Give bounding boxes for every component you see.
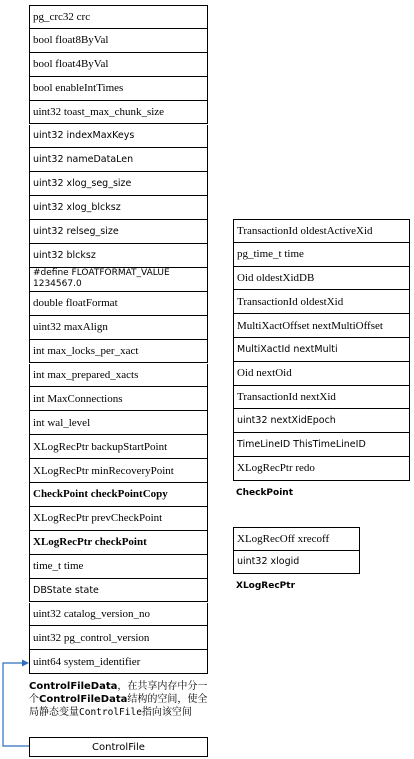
- controlfile-pointer-label: ControlFile: [92, 741, 145, 753]
- checkpoint-struct: [233, 219, 410, 481]
- checkpoint-field: TimeLineID ThisTimeLineID: [233, 433, 410, 457]
- control-file-field: uint32 indexMaxKeys: [29, 125, 208, 149]
- control-file-field: uint32 toast_max_chunk_size: [29, 101, 208, 125]
- checkpoint-field: TransactionId oldestActiveXid: [233, 219, 410, 243]
- control-file-field: XLogRecPtr minRecoveryPoint: [29, 459, 208, 483]
- checkpoint-field: uint32 nextXidEpoch: [233, 409, 410, 433]
- checkpoint-field: Oid oldestXidDB: [233, 267, 410, 291]
- checkpoint-field: XLogRecPtr redo: [233, 457, 410, 481]
- control-file-field: XLogRecPtr backupStartPoint: [29, 435, 208, 459]
- note-var-name: ControlFile: [79, 707, 142, 718]
- note-text-3: 指向该空间: [141, 707, 192, 718]
- checkpoint-field: TransactionId oldestXid: [233, 290, 410, 314]
- checkpoint-field: Oid nextOid: [233, 362, 410, 386]
- xlogrecptr-caption: XLogRecPtr: [236, 581, 296, 591]
- control-file-field: uint32 relseg_size: [29, 220, 208, 244]
- pointer-arrow-head: [22, 660, 29, 667]
- pointer-arrow-line: [3, 663, 29, 746]
- control-file-field: time_t time: [29, 555, 208, 579]
- checkpoint-field: MultiXactId nextMulti: [233, 338, 410, 362]
- control-file-field: uint64 system_identifier: [29, 650, 208, 674]
- control-file-field: int wal_level: [29, 411, 208, 435]
- checkpoint-field: pg_time_t time: [233, 243, 410, 267]
- note-struct-name-2: ControlFileData: [39, 694, 128, 705]
- control-file-field: XLogRecPtr prevCheckPoint: [29, 507, 208, 531]
- controlfile-pointer-box: [29, 737, 208, 757]
- controlfiledata-struct: [29, 5, 208, 675]
- control-file-field: uint32 xlog_blcksz: [29, 196, 208, 220]
- controlfiledata-note: [29, 680, 209, 719]
- note-text-2: 结构的空间，使全局静态变量: [29, 694, 208, 718]
- control-file-field: double floatFormat: [29, 292, 208, 316]
- control-file-field: uint32 catalog_version_no: [29, 603, 208, 627]
- control-file-field: uint32 maxAlign: [29, 316, 208, 340]
- checkpoint-caption: CheckPoint: [236, 488, 294, 498]
- control-file-field: XLogRecPtr checkPoint: [29, 531, 208, 555]
- control-file-field: int MaxConnections: [29, 387, 208, 411]
- checkpoint-field: TransactionId nextXid: [233, 386, 410, 410]
- xlogrecptr-struct: [233, 527, 360, 575]
- control-file-field: uint32 xlog_seg_size: [29, 172, 208, 196]
- control-file-field: uint32 pg_control_version: [29, 626, 208, 650]
- note-struct-name: ControlFileData: [29, 681, 118, 692]
- control-file-field: bool float8ByVal: [29, 29, 208, 53]
- checkpoint-field: MultiXactOffset nextMultiOffset: [233, 314, 410, 338]
- xlogrecptr-field: uint32 xlogid: [233, 551, 360, 575]
- control-file-field: pg_crc32 crc: [29, 5, 208, 29]
- control-file-field: int max_locks_per_xact: [29, 340, 208, 364]
- control-file-field: CheckPoint checkPointCopy: [29, 483, 208, 507]
- control-file-field: bool float4ByVal: [29, 53, 208, 77]
- control-file-field: bool enableIntTimes: [29, 77, 208, 101]
- control-file-field: int max_prepared_xacts: [29, 364, 208, 388]
- xlogrecptr-field: XLogRecOff xrecoff: [233, 527, 360, 551]
- note-text-1: ，在共享内存中分一个: [29, 681, 208, 705]
- control-file-field: uint32 nameDataLen: [29, 148, 208, 172]
- control-file-field: #define FLOATFORMAT_VALUE 1234567.0: [29, 268, 208, 292]
- control-file-field: DBState state: [29, 579, 208, 603]
- control-file-field: uint32 blcksz: [29, 244, 208, 268]
